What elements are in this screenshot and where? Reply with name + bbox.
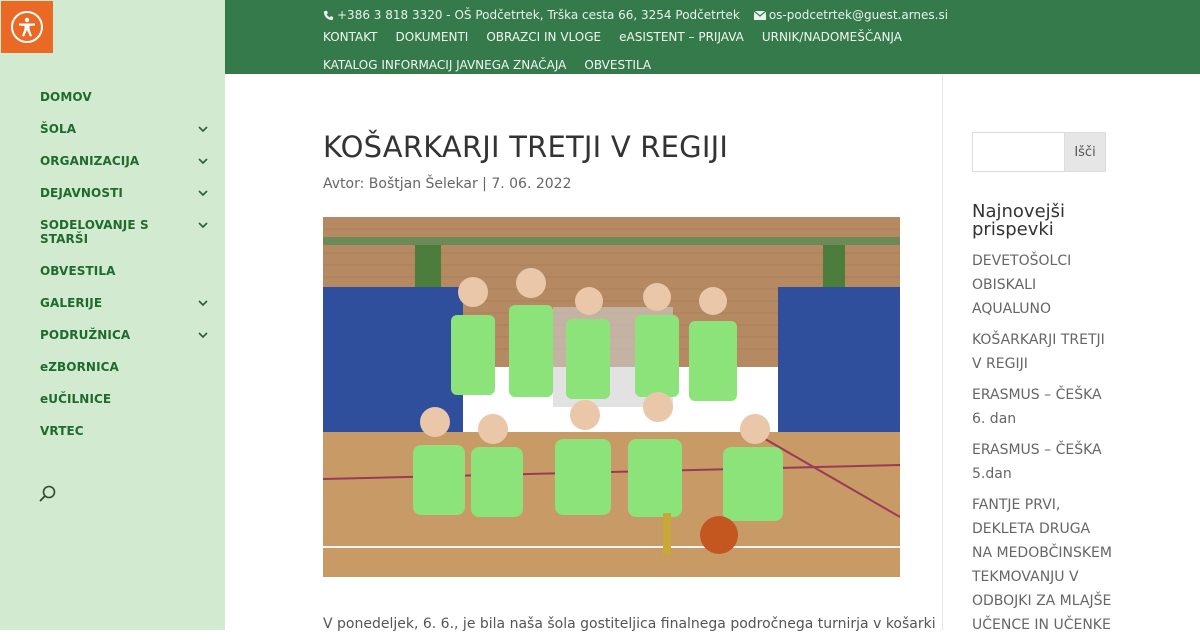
search-icon[interactable]: [38, 484, 58, 504]
chevron-down-icon[interactable]: [196, 186, 210, 200]
main-navigation: [40, 90, 210, 456]
content-divider: [942, 74, 943, 630]
sidebar-item-label: PODRUŽNICA: [40, 328, 131, 342]
top-menu-item[interactable]: KATALOG INFORMACIJ JAVNEGA ZNAČAJA: [323, 58, 567, 72]
sidebar-item-label: OBVESTILA: [40, 264, 116, 278]
search-input[interactable]: [972, 132, 1064, 172]
sidebar-item-label: GALERIJE: [40, 296, 103, 310]
top-menu-item[interactable]: URNIK/NADOMEŠČANJA: [761, 30, 902, 44]
chevron-down-icon[interactable]: [196, 296, 210, 310]
chevron-down-icon[interactable]: [196, 218, 210, 232]
recent-post-link[interactable]: DEVETOŠOLCI OBISKALI AQUALUNO: [972, 253, 1072, 317]
sidebar-item-label: ORGANIZACIJA: [40, 154, 140, 168]
accessibility-icon: [11, 11, 43, 43]
recent-posts-title: Najnovejši prispevki: [972, 201, 1066, 240]
sidebar-item-label: eZBORNICA: [40, 360, 119, 374]
chevron-down-icon[interactable]: [196, 328, 210, 342]
contact-info: [323, 8, 948, 22]
top-menu-item[interactable]: KONTAKT: [323, 30, 378, 44]
top-menu-item[interactable]: DOKUMENTI: [395, 30, 469, 44]
sidebar-item-label: DEJAVNOSTI: [40, 186, 123, 200]
sidebar: [0, 0, 225, 630]
email-icon: [754, 11, 766, 20]
recent-post-link[interactable]: KOŠARKARJI TRETJI V REGIJI: [972, 332, 1105, 372]
sidebar-item-label: eUČILNICE: [40, 392, 112, 406]
sidebar-item[interactable]: [40, 154, 210, 168]
chevron-down-icon[interactable]: [196, 122, 210, 136]
recent-post-link[interactable]: ERASMUS – ČEŠKA 6. dan: [972, 387, 1102, 427]
chevron-down-icon[interactable]: [196, 154, 210, 168]
sidebar-item[interactable]: [40, 218, 210, 246]
recent-post-link[interactable]: FANTJE PRVI, DEKLETA DRUGA NA MEDOBČINSKEM TEKMOVANJU V ODBOJKI ZA MLAJŠE UČENCE IN UČENKE: [972, 497, 1112, 633]
team-photo: [323, 217, 900, 577]
sidebar-search: [972, 132, 1106, 172]
phone-icon: [323, 10, 334, 21]
top-menu-item[interactable]: eASISTENT – PRIJAVA: [619, 30, 744, 44]
sidebar-item[interactable]: [40, 122, 210, 136]
top-menu-item[interactable]: OBRAZCI IN VLOGE: [486, 30, 602, 44]
sidebar-item[interactable]: [40, 90, 210, 104]
sidebar-item-label: SODELOVANJE S STARŠI: [40, 218, 149, 246]
recent-posts-list: [972, 249, 1112, 644]
sidebar-item[interactable]: [40, 296, 210, 310]
contact-email[interactable]: os-podcetrtek@guest.arnes.si: [768, 8, 949, 22]
sidebar-item-label: DOMOV: [40, 90, 92, 104]
recent-post-link[interactable]: ERASMUS – ČEŠKA 5.dan: [972, 442, 1102, 482]
post-meta: Avtor: Boštjan Šelekar | 7. 06. 2022: [323, 176, 572, 192]
sidebar-item-label: ŠOLA: [40, 122, 77, 136]
post-title: KOŠARKARJI TRETJI V REGIJI: [323, 130, 729, 164]
post-body: V ponedeljek, 6. 6., je bila naša šola gostiteljica finalnega področnega turnirja v košarki: [323, 616, 936, 632]
accessibility-button[interactable]: [1, 1, 53, 53]
sidebar-item[interactable]: [40, 328, 210, 342]
top-menu: [323, 30, 963, 72]
search-button[interactable]: Išči: [1064, 132, 1106, 172]
sidebar-item[interactable]: [40, 360, 210, 374]
sidebar-item[interactable]: [40, 186, 210, 200]
sidebar-item-label: VRTEC: [40, 424, 84, 438]
sidebar-item[interactable]: [40, 264, 210, 278]
top-header: [225, 0, 1200, 74]
sidebar-item[interactable]: [40, 424, 210, 438]
contact-phone: +386 3 818 3320 - OŠ Podčetrtek, Trška cesta 66, 3254 Podčetrtek: [337, 8, 740, 22]
top-menu-item[interactable]: OBVESTILA: [584, 58, 652, 72]
sidebar-item[interactable]: [40, 392, 210, 406]
